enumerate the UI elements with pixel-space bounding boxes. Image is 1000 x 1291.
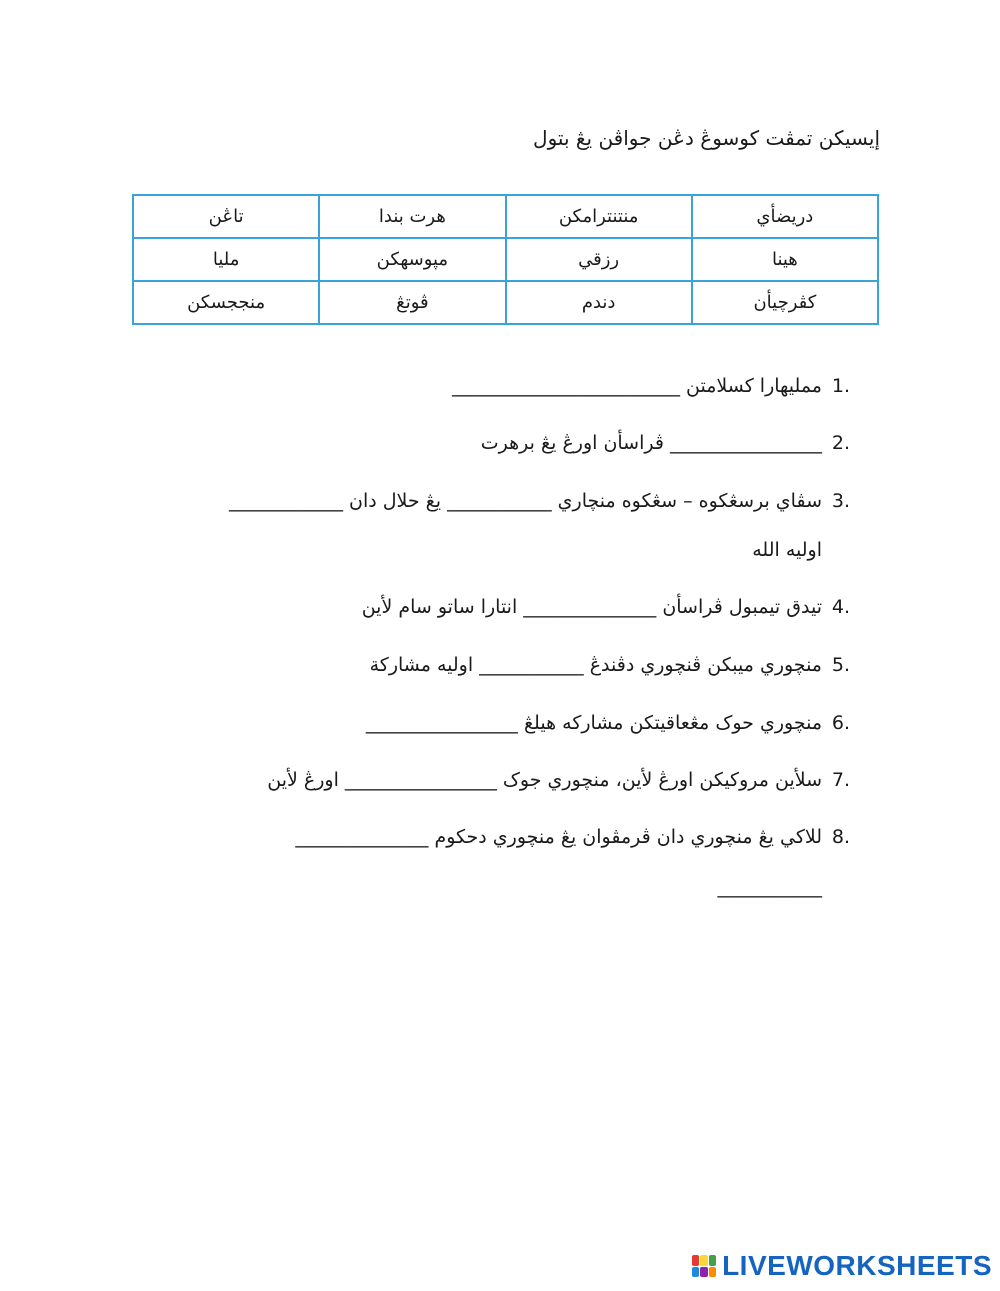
word-bank-cell: هرت بندا <box>319 195 505 238</box>
question-number: 6. <box>831 712 850 734</box>
question-number: 2. <box>831 432 850 454</box>
question-number: 1. <box>831 375 850 397</box>
word-bank-table <box>132 194 879 325</box>
word-bank-cell: دندم <box>506 281 692 324</box>
question-answer-blank[interactable]: ___________ <box>717 876 822 898</box>
word-bank-cell: تاڠن <box>133 195 319 238</box>
word-bank-cell: کڤرچيأن <box>692 281 878 324</box>
word-bank-cell: ڤوتڠ <box>319 281 505 324</box>
question-text[interactable]: مملیهارا کسلامتن ________________________ <box>452 375 822 397</box>
word-bank-row <box>133 281 878 324</box>
logo-text: LIVEWORKSHEETS <box>722 1250 992 1281</box>
word-bank-row <box>133 195 878 238</box>
worksheet-instruction: إيسيكن تمڤت کوسوڠ دڠن جواڤن يڠ بتول <box>533 126 880 150</box>
liveworksheets-logo <box>692 1251 992 1281</box>
question-number: 7. <box>831 769 850 791</box>
word-bank-cell: مپوسهکن <box>319 238 505 281</box>
question-text[interactable]: منچوري حوک مڠعاقيتکن مشارکه هيلڠ ________________ <box>365 712 822 734</box>
question-number: 3. <box>831 490 850 512</box>
word-bank-cell: رزقي <box>506 238 692 281</box>
logo-mark-icon <box>692 1255 716 1277</box>
question-text[interactable]: سلأين مروکيکن اورڠ لأين، منچوري جوک ________________ اورڠ لأين <box>267 769 822 791</box>
word-bank-cell: منتنترامكن <box>506 195 692 238</box>
word-bank-cell: مليا <box>133 238 319 281</box>
word-bank-row <box>133 238 878 281</box>
question-number: 5. <box>831 654 850 676</box>
word-bank-cell: منججسکن <box>133 281 319 324</box>
question-text[interactable]: منچوري ميبکن ڤنچوري دڤندڠ ___________ اوليه مشارکة <box>369 654 822 676</box>
question-text[interactable]: سڤاي برسڠکوه – سڠکوه منچاري ___________ يڠ حلال دان ____________ <box>228 490 822 512</box>
question-text[interactable]: للاکي يڠ منچوري دان ڤرمڤوان يڠ منچوري دحکوم ______________ <box>295 826 822 848</box>
question-text-continued: اوليه الله <box>752 539 822 561</box>
word-bank-cell: هينا <box>692 238 878 281</box>
question-number: 4. <box>831 596 850 618</box>
question-text[interactable]: تيدق تيمبول ڤراسأن ______________ انتارا ساتو سام لأين <box>361 596 822 618</box>
question-number: 8. <box>831 826 850 848</box>
question-text[interactable]: ________________ ڤراسأن اورڠ يڠ برهرت <box>480 432 822 454</box>
word-bank-cell: دريضأي <box>692 195 878 238</box>
